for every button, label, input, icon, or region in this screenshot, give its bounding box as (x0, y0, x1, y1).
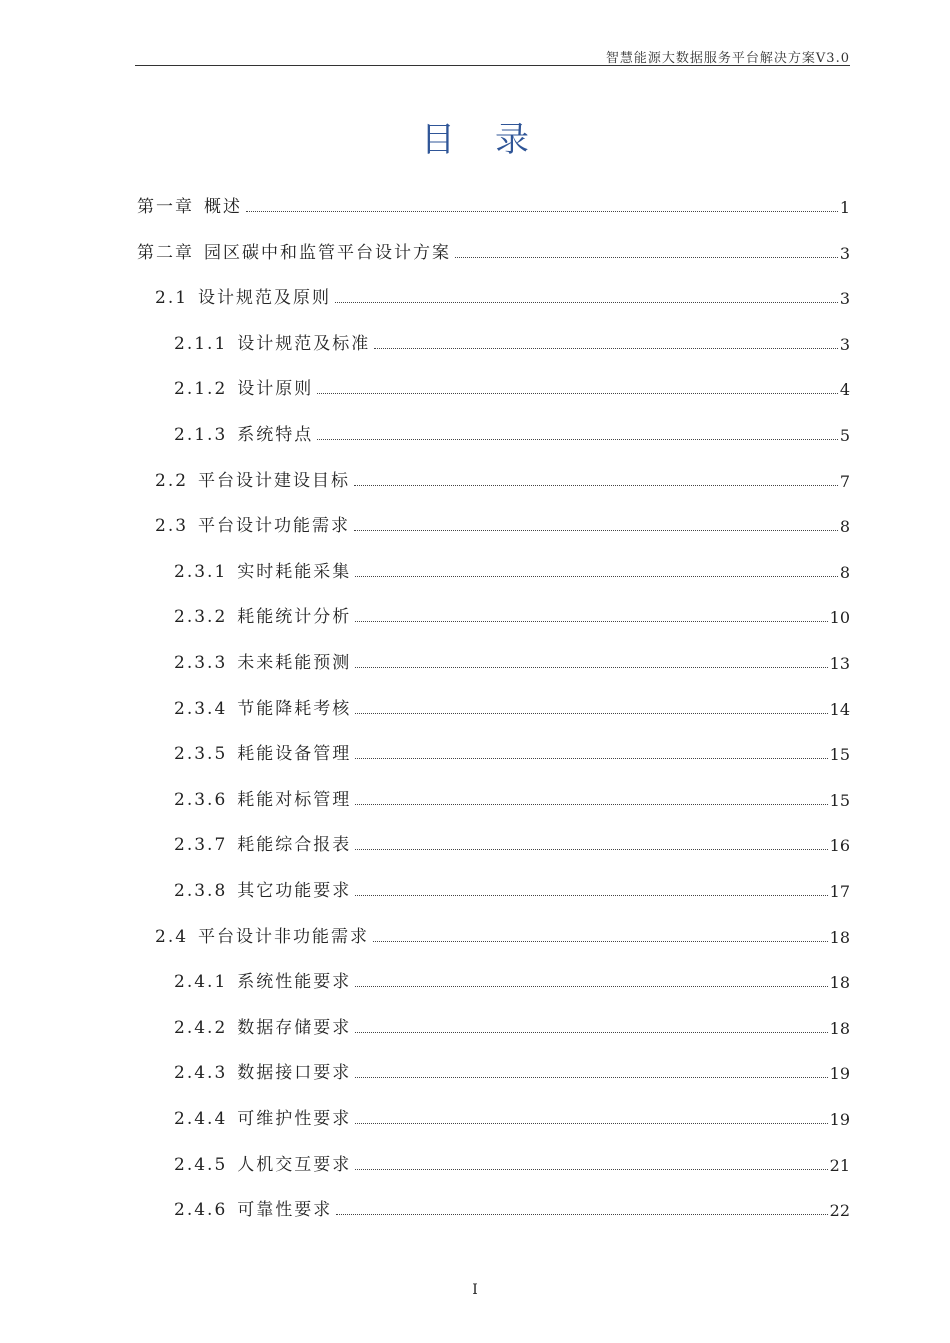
toc-entry[interactable] (174, 695, 850, 719)
toc-entry-label: 实时耗能采集 (237, 561, 352, 582)
toc-entry-label: 数据接口要求 (237, 1063, 352, 1084)
toc-entry[interactable] (174, 1196, 850, 1220)
toc-entry[interactable] (174, 1151, 850, 1175)
toc-entry[interactable] (174, 421, 850, 445)
toc-entry[interactable] (155, 284, 850, 308)
toc-entry-number: 2.3.2 (174, 607, 228, 628)
toc-entry-label: 平台设计非功能需求 (198, 926, 370, 947)
toc-entry-page: 19 (829, 1064, 850, 1084)
toc-entry-label: 平台设计建设目标 (198, 470, 351, 491)
toc-entry-number: 2.3.6 (174, 789, 228, 810)
toc-entry-number: 2.3.7 (174, 835, 228, 856)
toc-entry-label: 节能降耗考核 (237, 698, 352, 719)
toc-title: 目录 (421, 120, 569, 160)
toc-entry-page: 15 (829, 745, 850, 765)
toc-entry-page: 18 (829, 1018, 850, 1038)
toc-leader-dots (455, 257, 838, 258)
toc-entry-number: 2.4.2 (174, 1017, 228, 1038)
toc-entry[interactable] (174, 1105, 850, 1129)
toc-entry-number: 2.3.1 (174, 561, 228, 582)
toc-entry-page: 3 (839, 289, 850, 309)
toc-entry-label: 园区碳中和监管平台设计方案 (204, 242, 451, 263)
toc-entry-label: 耗能综合报表 (237, 835, 352, 856)
page-number: I (472, 1282, 478, 1298)
toc-entry[interactable] (174, 740, 850, 764)
toc-entry[interactable] (174, 603, 850, 627)
toc-entry-number: 2.4.6 (174, 1200, 228, 1221)
toc-entry-number: 2.3.8 (174, 881, 228, 901)
toc-entry[interactable] (174, 968, 850, 992)
toc-leader-dots (355, 621, 827, 622)
toc-entry-number: 2.3.4 (174, 698, 228, 719)
toc-entry-page: 5 (839, 426, 850, 445)
toc-entry-label: 系统特点 (237, 425, 314, 445)
toc-entry-page: 3 (839, 334, 850, 354)
toc-entry-page: 8 (839, 562, 850, 582)
page-header (135, 47, 850, 66)
document-title: 智慧能源大数据服务平台解决方案V3.0 (605, 51, 850, 66)
toc-entry[interactable] (174, 558, 850, 582)
toc-entry-number: 第一章 (137, 197, 194, 217)
toc-entry-page: 16 (829, 836, 850, 856)
toc-entry-page: 13 (829, 654, 850, 673)
toc-entry-page: 15 (829, 790, 850, 810)
toc-entry-label: 数据存储要求 (237, 1017, 352, 1038)
toc-entry-label: 设计原则 (237, 379, 314, 400)
toc-entry[interactable] (174, 375, 850, 399)
toc-leader-dots (317, 439, 838, 440)
toc-leader-dots (354, 485, 838, 486)
toc-entry[interactable] (155, 512, 850, 536)
toc-leader-dots (374, 348, 838, 349)
toc-leader-dots (355, 576, 838, 577)
toc-entry-number: 2.4.1 (174, 972, 228, 993)
toc-entry-page: 7 (839, 471, 850, 491)
toc-entry-number: 2.3.5 (174, 744, 228, 765)
toc-entry[interactable] (174, 1014, 850, 1038)
toc-entry[interactable] (174, 831, 850, 855)
toc-entry-number: 2.1.3 (174, 425, 228, 445)
toc-entry[interactable] (137, 239, 850, 263)
toc-entry[interactable] (174, 877, 850, 901)
toc-leader-dots (355, 804, 827, 805)
toc-entry-number: 2.4.4 (174, 1109, 228, 1129)
toc-leader-dots (355, 1123, 827, 1124)
toc-entry-label: 可维护性要求 (237, 1109, 352, 1129)
toc-entry-number: 2.3 (155, 516, 189, 537)
toc-entry-page: 18 (829, 973, 850, 993)
toc-entry-page: 1 (839, 198, 850, 217)
toc-entry-page: 22 (829, 1201, 850, 1221)
toc-entry[interactable] (137, 193, 850, 217)
toc-entry-number: 2.3.3 (174, 653, 228, 673)
toc-entry-label: 系统性能要求 (237, 972, 352, 993)
toc-entry-page: 18 (829, 927, 850, 947)
toc-leader-dots (355, 667, 827, 668)
toc-entry-label: 设计规范及标准 (237, 333, 371, 354)
toc-entry-label: 设计规范及原则 (198, 288, 332, 309)
toc-entry-page: 17 (829, 882, 850, 901)
toc-entry-number: 2.2 (155, 470, 189, 491)
toc-leader-dots (355, 986, 827, 987)
toc-leader-dots (355, 1169, 827, 1170)
toc-entry-label: 未来耗能预测 (237, 653, 352, 673)
toc-entry-label: 耗能设备管理 (237, 744, 352, 765)
toc-entry-label: 其它功能要求 (237, 881, 352, 901)
toc-entry-page: 21 (829, 1155, 850, 1175)
toc-entry-page: 10 (829, 608, 850, 628)
toc-entry-page: 14 (829, 699, 850, 719)
toc-entry-number: 2.1.2 (174, 379, 228, 400)
toc-entry[interactable] (174, 649, 850, 673)
toc-entry[interactable] (155, 923, 850, 947)
toc-entry-page: 8 (839, 517, 850, 537)
toc-entry[interactable] (155, 467, 850, 491)
toc-leader-dots (355, 758, 827, 759)
toc-entry-label: 人机交互要求 (237, 1154, 352, 1175)
toc-entry-label: 概述 (204, 197, 242, 217)
toc-leader-dots (355, 849, 827, 850)
toc-entry-number: 2.4.3 (174, 1063, 228, 1084)
toc-leader-dots (355, 713, 827, 714)
toc-entry-page: 19 (829, 1110, 850, 1129)
toc-entry-number: 2.4.5 (174, 1154, 228, 1175)
toc-leader-dots (354, 530, 838, 531)
toc-leader-dots (335, 302, 838, 303)
toc-leader-dots (336, 1214, 827, 1215)
toc-entry-number: 2.1.1 (174, 333, 228, 354)
toc-entry-number: 2.4 (155, 926, 189, 947)
toc-entry-label: 可靠性要求 (237, 1200, 333, 1221)
toc-entry-number: 2.1 (155, 288, 189, 309)
toc-entry-page: 4 (839, 380, 850, 400)
toc-entry[interactable] (174, 1059, 850, 1083)
toc-entry-label: 平台设计功能需求 (198, 516, 351, 537)
toc-leader-dots (355, 1032, 827, 1033)
toc-entry-label: 耗能统计分析 (237, 607, 352, 628)
toc-entry-label: 耗能对标管理 (237, 789, 352, 810)
toc-leader-dots (317, 393, 838, 394)
toc-entry-number: 第二章 (137, 242, 194, 263)
toc-leader-dots (246, 211, 838, 212)
toc-entry-page: 3 (839, 243, 850, 263)
toc-leader-dots (355, 895, 827, 896)
toc-entry[interactable] (174, 786, 850, 810)
toc-leader-dots (355, 1077, 827, 1078)
toc-entry[interactable] (174, 330, 850, 354)
toc-leader-dots (373, 941, 828, 942)
